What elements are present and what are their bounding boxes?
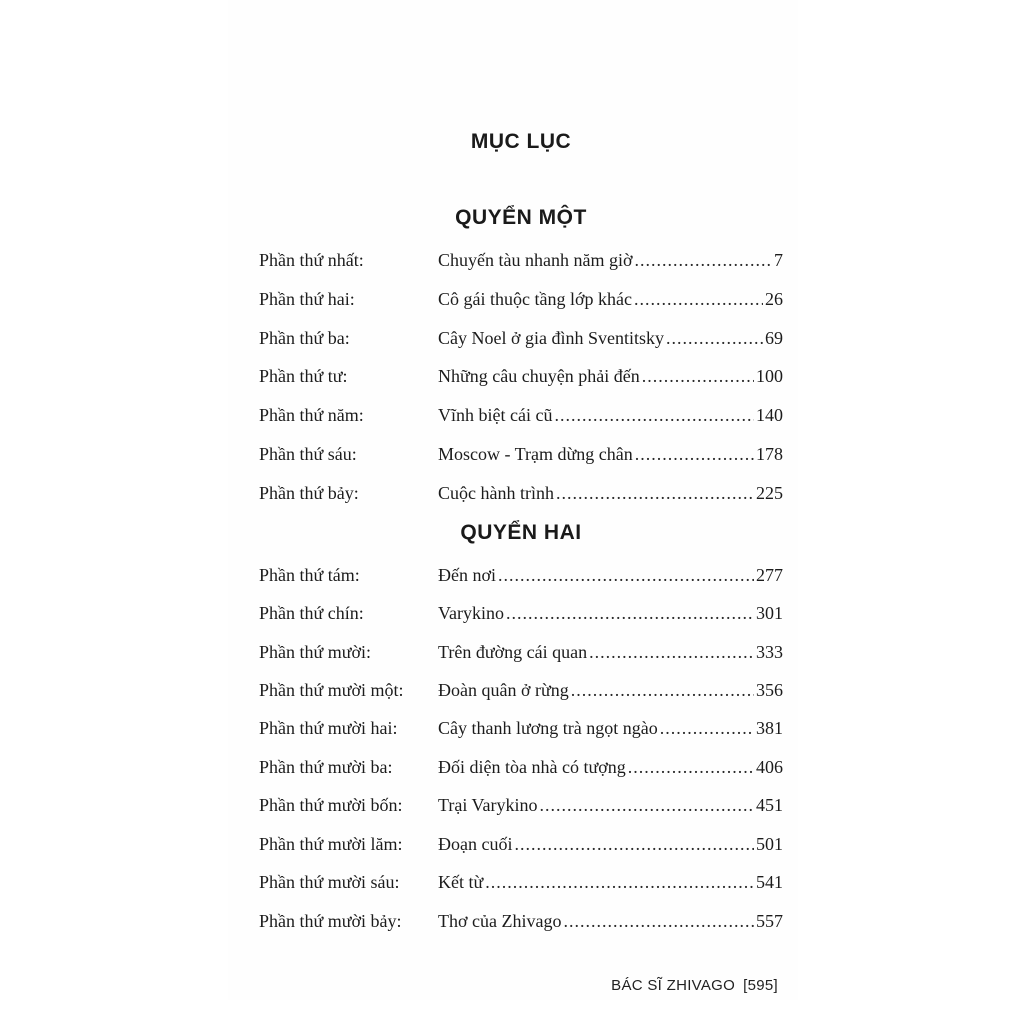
toc-entry bbox=[438, 483, 783, 504]
dot-leader bbox=[571, 680, 754, 701]
toc-page-number: 356 bbox=[756, 680, 783, 700]
toc-row bbox=[259, 366, 783, 394]
dot-leader bbox=[514, 834, 754, 855]
toc-part-label: Phần thứ mười bảy: bbox=[259, 911, 402, 931]
toc-part-label: Phần thứ chín: bbox=[259, 603, 364, 623]
toc-page-number: 69 bbox=[765, 328, 783, 348]
toc-row bbox=[259, 757, 783, 785]
dot-leader bbox=[628, 757, 754, 778]
toc-page-number: 100 bbox=[756, 366, 783, 386]
toc-page-number: 26 bbox=[765, 289, 783, 309]
toc-row bbox=[259, 250, 783, 278]
toc-part-label: Phần thứ mười bốn: bbox=[259, 795, 403, 815]
toc-row bbox=[259, 289, 783, 317]
toc-entry bbox=[438, 250, 783, 271]
dot-leader bbox=[556, 483, 754, 504]
toc-entry bbox=[438, 642, 783, 663]
toc-part-label: Phần thứ mười ba: bbox=[259, 757, 393, 777]
toc-row bbox=[259, 483, 783, 511]
toc-row bbox=[259, 834, 783, 862]
toc-entry bbox=[438, 718, 783, 739]
toc-row bbox=[259, 565, 783, 593]
toc-entry bbox=[438, 834, 783, 855]
toc-page-number: 277 bbox=[756, 565, 783, 585]
toc-entry bbox=[438, 603, 783, 624]
page-footer bbox=[611, 977, 778, 994]
toc-chapter-title: Những câu chuyện phải đến bbox=[438, 366, 640, 386]
toc-chapter-title: Cô gái thuộc tầng lớp khác bbox=[438, 289, 632, 309]
toc-chapter-title: Chuyến tàu nhanh năm giờ bbox=[438, 250, 633, 270]
toc-page-number: 501 bbox=[756, 834, 783, 854]
toc-entry bbox=[438, 405, 783, 426]
toc-part-label: Phần thứ tư: bbox=[259, 366, 348, 386]
toc-entry bbox=[438, 328, 783, 349]
toc-row bbox=[259, 603, 783, 631]
toc-row bbox=[259, 795, 783, 823]
toc-part-label: Phần thứ ba: bbox=[259, 328, 350, 348]
toc-page-number: 451 bbox=[756, 795, 783, 815]
toc-chapter-title: Đoàn quân ở rừng bbox=[438, 680, 569, 700]
toc-chapter-title: Trại Varykino bbox=[438, 795, 538, 815]
toc-part-label: Phần thứ tám: bbox=[259, 565, 360, 585]
toc-row bbox=[259, 911, 783, 939]
toc-page-number: 140 bbox=[756, 405, 783, 425]
toc-page-number: 333 bbox=[756, 642, 783, 662]
toc-part-label: Phần thứ mười hai: bbox=[259, 718, 398, 738]
toc-part-label: Phần thứ mười: bbox=[259, 642, 372, 662]
toc-page-number: 7 bbox=[774, 250, 783, 270]
toc-row bbox=[259, 642, 783, 670]
toc-title: MỤC LỤC bbox=[470, 130, 572, 153]
toc-chapter-title: Đối diện tòa nhà có tượng bbox=[438, 757, 626, 777]
toc-part-label: Phần thứ hai: bbox=[259, 289, 355, 309]
toc-chapter-title: Trên đường cái quan bbox=[438, 642, 588, 662]
toc-part-label: Phần thứ mười sáu: bbox=[259, 872, 400, 892]
toc-row bbox=[259, 680, 783, 708]
toc-chapter-title: Cây thanh lương trà ngọt ngào bbox=[438, 718, 658, 738]
toc-part-label: Phần thứ mười một: bbox=[259, 680, 404, 700]
toc-chapter-title: Cây Noel ở gia đình Sventitsky bbox=[438, 328, 665, 348]
toc-part-label: Phần thứ nhất: bbox=[259, 250, 364, 270]
footer-page-number: [595] bbox=[743, 977, 778, 994]
toc-row bbox=[259, 444, 783, 472]
toc-chapter-title: Cuộc hành trình bbox=[438, 483, 554, 503]
dot-leader bbox=[506, 603, 754, 624]
book-one-title: QUYỂN MỘT bbox=[455, 206, 587, 229]
toc-entry bbox=[438, 795, 783, 816]
toc-page-number: 406 bbox=[756, 757, 783, 777]
dot-leader bbox=[485, 872, 754, 893]
toc-page-number: 381 bbox=[756, 718, 783, 738]
dot-leader bbox=[634, 289, 763, 310]
toc-entry bbox=[438, 565, 783, 586]
toc-chapter-title: Varykino bbox=[438, 603, 504, 623]
toc-row bbox=[259, 718, 783, 746]
toc-entry bbox=[438, 366, 783, 387]
toc-chapter-title: Đoạn cuối bbox=[438, 834, 513, 854]
dot-leader bbox=[635, 444, 754, 465]
toc-part-label: Phần thứ sáu: bbox=[259, 444, 357, 464]
dot-leader bbox=[563, 911, 754, 932]
dot-leader bbox=[498, 565, 754, 586]
toc-page-number: 178 bbox=[756, 444, 783, 464]
toc-chapter-title: Thơ của Zhivago bbox=[438, 911, 562, 931]
toc-page-number: 301 bbox=[756, 603, 783, 623]
toc-entry bbox=[438, 444, 783, 465]
toc-page-number: 557 bbox=[756, 911, 783, 931]
book-two-title: QUYỂN HAI bbox=[460, 521, 582, 544]
toc-entry bbox=[438, 757, 783, 778]
dot-leader bbox=[540, 795, 754, 816]
toc-chapter-title: Đến nơi bbox=[438, 565, 497, 585]
dot-leader bbox=[554, 405, 754, 426]
toc-part-label: Phần thứ bảy: bbox=[259, 483, 359, 503]
footer-book-name: BÁC SĨ ZHIVAGO bbox=[611, 977, 736, 994]
toc-row bbox=[259, 405, 783, 433]
toc-row bbox=[259, 872, 783, 900]
toc-entry bbox=[438, 911, 783, 932]
toc-entry bbox=[438, 289, 783, 310]
toc-row bbox=[259, 328, 783, 356]
toc-chapter-title: Kết từ bbox=[438, 872, 484, 892]
toc-part-label: Phần thứ năm: bbox=[259, 405, 364, 425]
dot-leader bbox=[634, 250, 772, 271]
toc-entry bbox=[438, 680, 783, 701]
toc-page-number: 225 bbox=[756, 483, 783, 503]
dot-leader bbox=[589, 642, 754, 663]
toc-chapter-title: Moscow - Trạm dừng chân bbox=[438, 444, 633, 464]
dot-leader bbox=[660, 718, 754, 739]
toc-entry bbox=[438, 872, 783, 893]
toc-page-number: 541 bbox=[756, 872, 783, 892]
dot-leader bbox=[642, 366, 754, 387]
dot-leader bbox=[666, 328, 763, 349]
toc-chapter-title: Vĩnh biệt cái cũ bbox=[438, 405, 553, 425]
toc-part-label: Phần thứ mười lăm: bbox=[259, 834, 403, 854]
